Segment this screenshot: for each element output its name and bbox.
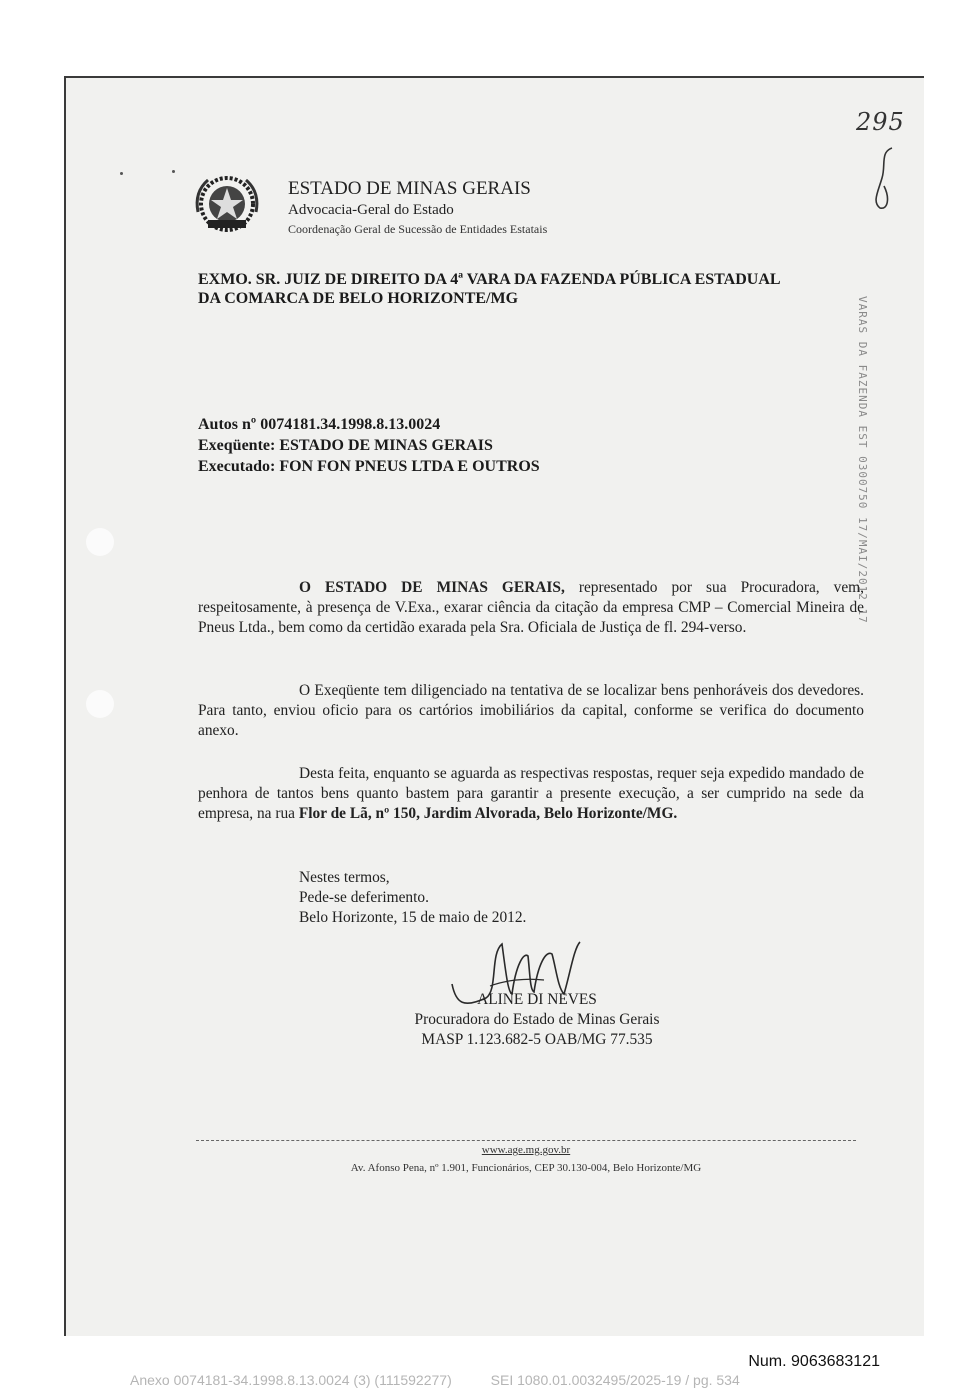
- signer-role: Procuradora do Estado de Minas Gerais: [414, 1011, 660, 1028]
- state-name-bold: O ESTADO DE MINAS GERAIS,: [299, 579, 565, 596]
- closing-line: Pede-se deferimento.: [299, 889, 429, 906]
- coat-of-arms-seal: [190, 172, 264, 236]
- punch-hole: [86, 528, 114, 556]
- sei-reference: SEI 1080.01.0032495/2025-19 / pg. 534: [490, 1372, 740, 1388]
- letterhead-subtitle: Advocacia-Geral do Estado: [288, 202, 454, 218]
- address-bold: Flor de Lã, nº 150, Jardim Alvorada, Belo Horizonte/MG.: [298, 805, 678, 822]
- annex-reference: [130, 1372, 740, 1388]
- closing-line: Nestes termos,: [299, 869, 390, 886]
- addressee-line: EXMO. SR. JUIZ DE DIREITO DA 4ª VARA DA FAZENDA PÚBLICA ESTADUAL: [198, 271, 781, 288]
- body-paragraph-3: [198, 764, 864, 824]
- footer-divider: [196, 1140, 856, 1141]
- paragraph-text: O Exeqüente tem diligenciado na tentativa de se localizar bens penhoráveis dos devedores. Para tanto, enviou oficio para os cartórios imobiliários da capital, conforme se verifica do documento anexo.: [198, 682, 864, 739]
- case-number: Autos nº 0074181.34.1998.8.13.0024: [198, 416, 441, 433]
- handwritten-page-number: 295: [856, 108, 905, 136]
- protocol-stamp: VARAS DA FAZENDA EST 0300750 17/MAI/2012 17: [856, 296, 869, 624]
- signer-name: ALINE DI NEVES: [477, 991, 597, 1008]
- paragraph-text: Desta feita, enquanto se aguarda as respectivas respostas, requer seja expedido mandado de penhora de tantos bens quanto bastem para garantir a presente execução, a ser cumprido na sede da empresa, na rua: [198, 765, 864, 822]
- scan-speck: [120, 172, 123, 175]
- document-number: Num. 9063683121: [748, 1353, 880, 1370]
- body-paragraph-2: [198, 681, 864, 741]
- handwritten-initial-mark: [866, 144, 902, 214]
- case-exequente: Exeqüente: ESTADO DE MINAS GERAIS: [198, 437, 493, 454]
- closing-block: [299, 868, 526, 928]
- footer-address: Av. Afonso Pena, nº 1.901, Funcionários, CEP 30.130-004, Belo Horizonte/MG: [350, 1162, 702, 1174]
- annex-id: Anexo 0074181-34.1998.8.13.0024 (3) (111592277): [130, 1372, 452, 1388]
- punch-hole: [86, 690, 114, 718]
- closing-date: Belo Horizonte, 15 de maio de 2012.: [299, 909, 527, 926]
- addressee-block: [198, 270, 866, 308]
- scan-speck: [172, 170, 175, 173]
- body-paragraph-1: [198, 578, 864, 638]
- addressee-line: DA COMARCA DE BELO HORIZONTE/MG: [198, 290, 519, 307]
- footer-url: www.age.mg.gov.br: [481, 1144, 571, 1156]
- signer-block: [392, 990, 682, 1050]
- letterhead-title: ESTADO DE MINAS GERAIS: [288, 178, 531, 199]
- case-executado: Executado: FON FON PNEUS LTDA E OUTROS: [198, 458, 540, 475]
- paragraph-text: representado por sua Procuradora, vem, respeitosamente, à presença de V.Exa., exarar ciência da citação da empresa CMP – Comercial Mineira de Pneus Ltda., bem como da certidão exarada pela Sra. Oficiala de Justiça de fl. 294-verso.: [198, 579, 865, 636]
- signer-ids: MASP 1.123.682-5 OAB/MG 77.535: [421, 1031, 653, 1048]
- case-info: [198, 414, 540, 477]
- letterhead-department: Coordenação Geral de Sucessão de Entidades Estatais: [288, 222, 548, 236]
